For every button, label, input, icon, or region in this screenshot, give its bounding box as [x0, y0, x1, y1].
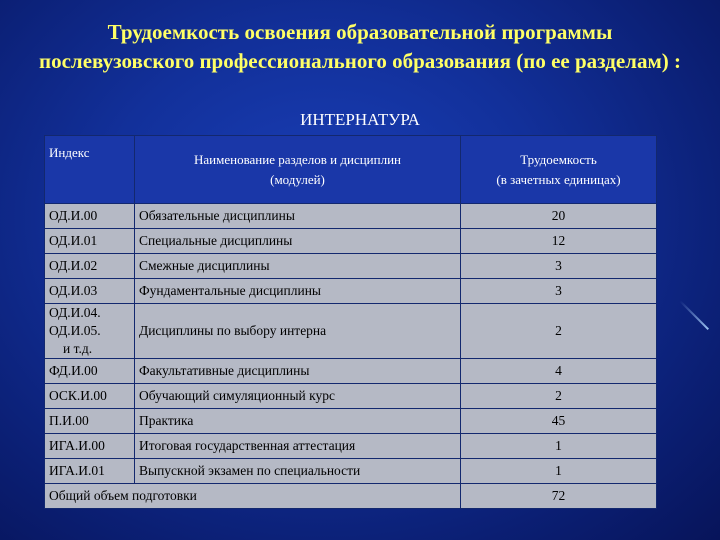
row-index-line: и т.д. [63, 341, 93, 356]
row-value: 2 [461, 384, 657, 409]
table-row [45, 409, 657, 434]
row-name: Смежные дисциплины [135, 254, 461, 279]
row-index: ОД.И.01 [45, 229, 135, 254]
row-index: ИГА.И.01 [45, 459, 135, 484]
row-name: Итоговая государственная аттестация [135, 434, 461, 459]
header-name-line1: Наименование разделов и дисциплин [194, 151, 401, 167]
row-index-line: ОД.И.04. [49, 305, 101, 320]
row-value: 4 [461, 359, 657, 384]
header-name-line2: (модулей) [270, 171, 325, 187]
row-index: П.И.00 [45, 409, 135, 434]
row-value: 20 [461, 204, 657, 229]
header-index: Индекс [45, 136, 135, 204]
row-value: 3 [461, 254, 657, 279]
curriculum-table [44, 135, 657, 509]
row-value: 3 [461, 279, 657, 304]
table-row [45, 384, 657, 409]
row-value: 45 [461, 409, 657, 434]
table-row [45, 459, 657, 484]
row-name: Специальные дисциплины [135, 229, 461, 254]
table-total-row [45, 484, 657, 509]
row-name: Фундаментальные дисциплины [135, 279, 461, 304]
table-row [45, 304, 657, 359]
row-value: 1 [461, 434, 657, 459]
decorative-light-streak [679, 300, 709, 330]
header-value [461, 136, 657, 204]
table-row [45, 434, 657, 459]
table-header-row [45, 136, 657, 204]
row-index-line: ОД.И.05. [49, 323, 101, 338]
row-name: Практика [135, 409, 461, 434]
table-row [45, 279, 657, 304]
header-value-line2: (в зачетных единицах) [496, 171, 621, 187]
row-index: ОД.И.02 [45, 254, 135, 279]
row-index: ОД.И.03 [45, 279, 135, 304]
row-value: 1 [461, 459, 657, 484]
row-index: ФД.И.00 [45, 359, 135, 384]
row-index: ОД.И.00 [45, 204, 135, 229]
slide-title: Трудоемкость освоения образовательной программы послевузовского профессионального образования (по ее разделам) : [39, 20, 681, 73]
total-value: 72 [461, 484, 657, 509]
row-name: Дисциплины по выбору интерна [135, 304, 461, 359]
row-index [45, 304, 135, 359]
row-value: 2 [461, 304, 657, 359]
table-row [45, 229, 657, 254]
row-name: Обязательные дисциплины [135, 204, 461, 229]
total-label: Общий объем подготовки [45, 484, 461, 509]
table-row [45, 204, 657, 229]
header-value-line1: Трудоемкость [520, 151, 597, 167]
table-row [45, 359, 657, 384]
row-index: ИГА.И.00 [45, 434, 135, 459]
row-name: Обучающий симуляционный курс [135, 384, 461, 409]
slide-subtitle: ИНТЕРНАТУРА [300, 110, 420, 129]
row-index: ОСК.И.00 [45, 384, 135, 409]
row-value: 12 [461, 229, 657, 254]
header-name [135, 136, 461, 204]
table-row [45, 254, 657, 279]
row-name: Факультативные дисциплины [135, 359, 461, 384]
row-name: Выпускной экзамен по специальности [135, 459, 461, 484]
